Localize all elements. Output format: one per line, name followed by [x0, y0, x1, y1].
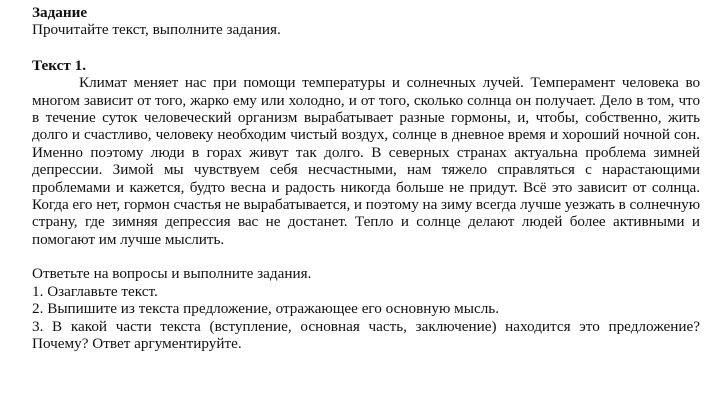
- question-item-3: 3. В какой части текста (вступление, основная часть, заключение) находится это предложение? Почему? Ответ аргументируйте.: [32, 317, 700, 352]
- spacer: [32, 248, 700, 265]
- text-body: Климат меняет нас при помощи температуры и солнечных лучей. Темперамент человека во многом зависит от того, жарко ему или холодно, и от того, сколько солнца он получает. Дело в том, что в течение суток человеческий организм вырабатывает разные гормоны, и, чтобы, собственно, жить долго и счастливо, человеку необходим чистый воздух, солнце в дневное время и хороший ночной сон. Именно поэтому люди в горах живут так долго. В северных странах актуальна проблема зимней депрессии. Зимой мы чувствуем себя несчастными, нам тяжело справляться с нарастающими проблемами и кажется, будто весна и радость никогда больше не придут. Всё это зависит от солнца. Когда его нет, гормон счастья не вырабатывается, и поэтому на зиму всегда лучше уезжать в солнечную страну, где зимняя депрессия вас не достанет. Тепло и солнце делают людей более активными и помогают им лучше мыслить.: [32, 74, 700, 248]
- question-item-1: 1. Озаглавьте текст.: [32, 282, 158, 300]
- document-page: [32, 4, 700, 352]
- question-item-2: 2. Выпишите из текста предложение, отражающее его основную мысль.: [32, 300, 499, 318]
- text-title: Текст 1.: [32, 56, 87, 74]
- spacer: [32, 39, 700, 57]
- questions-intro: Ответьте на вопросы и выполните задания.: [32, 265, 312, 283]
- assignment-instruction: Прочитайте текст, выполните задания.: [32, 21, 281, 39]
- assignment-title: Задание: [32, 4, 88, 21]
